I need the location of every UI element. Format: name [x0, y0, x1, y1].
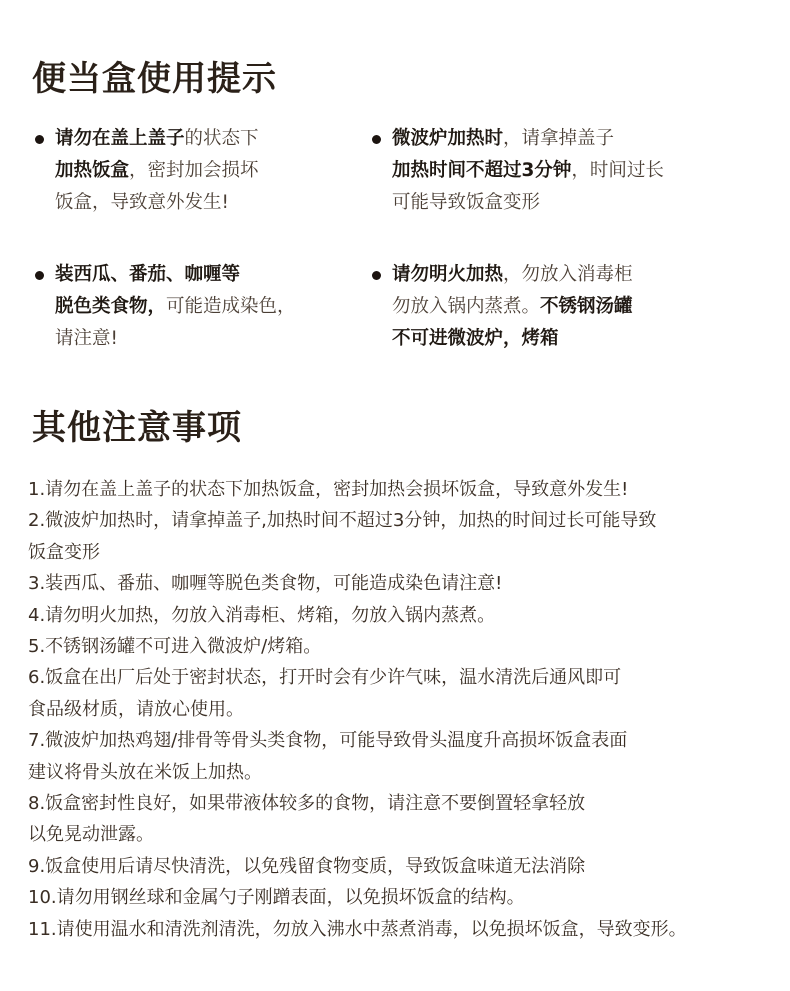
tip-line [392, 187, 722, 219]
tip-item [392, 123, 722, 219]
tip-text: 勿放入锅内蒸煮。 [392, 296, 541, 317]
note-line: 7.微波炉加热鸡翅/排骨等骨头类食物，可能导致骨头温度升高损坏饭盒表面 [28, 730, 628, 752]
note-line: 6.饭盒在出厂后处于密封状态，打开时会有少许气味，温水清洗后通风即可 [28, 667, 622, 689]
bullet-icon [35, 271, 44, 280]
bullet-icon [372, 135, 381, 144]
note-line: 以免晃动泄露。 [28, 824, 154, 846]
tip-item [55, 259, 385, 355]
note-line: 3.装西瓜、番茄、咖喱等脱色类食物，可能造成染色请注意! [28, 573, 503, 595]
tip-line [55, 123, 385, 155]
tip-text: ，密封加会损坏 [129, 160, 259, 181]
note-line: 5.不锈钢汤罐不可进入微波炉/烤箱。 [28, 636, 322, 658]
tip-text: 请注意! [55, 328, 118, 349]
note-line: 10.请勿用钢丝球和金属勺子刚蹭表面，以免损坏饭盒的结构。 [28, 887, 525, 909]
tip-text: 可能导致饭盒变形 [392, 192, 541, 213]
tip-text: ，请拿掉盖子 [503, 128, 615, 149]
tip-text: 饭盒，导致意外发生! [55, 192, 229, 213]
tip-item [392, 259, 722, 355]
bullet-icon [372, 271, 381, 280]
tip-emphasis: 加热饭盒 [55, 160, 130, 181]
tip-line [392, 155, 722, 187]
section-title-notes: 其他注意事项 [32, 408, 242, 448]
tip-line [55, 187, 385, 219]
tip-text: 可能造成染色， [166, 296, 296, 317]
tip-line [55, 291, 385, 323]
bullet-icon [35, 135, 44, 144]
tip-emphasis: 脱色类食物， [55, 296, 167, 317]
note-line: 2.微波炉加热时，请拿掉盖子,加热时间不超过3分钟，加热的时间过长可能导致 [28, 510, 657, 532]
tip-line [55, 259, 385, 291]
note-line: 1.请勿在盖上盖子的状态下加热饭盒，密封加热会损坏饭盒，导致意外发生! [28, 479, 629, 500]
tip-line [392, 323, 722, 355]
section-title-tips: 便当盒使用提示 [32, 59, 277, 99]
tip-line [392, 123, 722, 155]
note-line: 11.请使用温水和清洗剂清洗，勿放入沸水中蒸煮消毒，以免损坏饭盒，导致变形。 [28, 918, 687, 940]
tip-emphasis: 请勿在盖上盖子 [55, 128, 185, 149]
tip-line [55, 155, 385, 187]
note-line: 饭盒变形 [28, 541, 100, 563]
note-line: 建议将骨头放在米饭上加热。 [28, 761, 262, 783]
tip-emphasis: 请勿明火加热 [392, 264, 504, 285]
note-line: 9.饭盒使用后请尽快清洗，以免残留食物变质，导致饭盒味道无法消除 [28, 855, 586, 877]
notes-list [28, 474, 778, 945]
tip-line [392, 291, 722, 323]
tip-text: ，时间过长 [571, 160, 664, 181]
note-line: 食品级材质，请放心使用。 [28, 698, 244, 720]
note-line: 8.饭盒密封性良好，如果带液体较多的食物，请注意不要倒置轻拿轻放 [28, 793, 586, 815]
tip-emphasis: 不可进微波炉，烤箱 [392, 328, 559, 349]
tip-item [55, 123, 385, 219]
tip-emphasis: 装西瓜、番茄、咖喱等 [55, 264, 241, 285]
tip-emphasis: 不锈钢汤罐 [540, 296, 633, 317]
tip-emphasis: 微波炉加热时 [392, 128, 504, 149]
tip-line [392, 259, 722, 291]
note-line: 4.请勿明火加热，勿放入消毒柜、烤箱，勿放入锅内蒸煮。 [28, 604, 496, 626]
tip-text: 的状态下 [184, 128, 259, 149]
tip-emphasis: 加热时间不超过3分钟 [392, 160, 572, 181]
tip-text: ，勿放入消毒柜 [503, 264, 633, 285]
tip-line [55, 323, 385, 355]
